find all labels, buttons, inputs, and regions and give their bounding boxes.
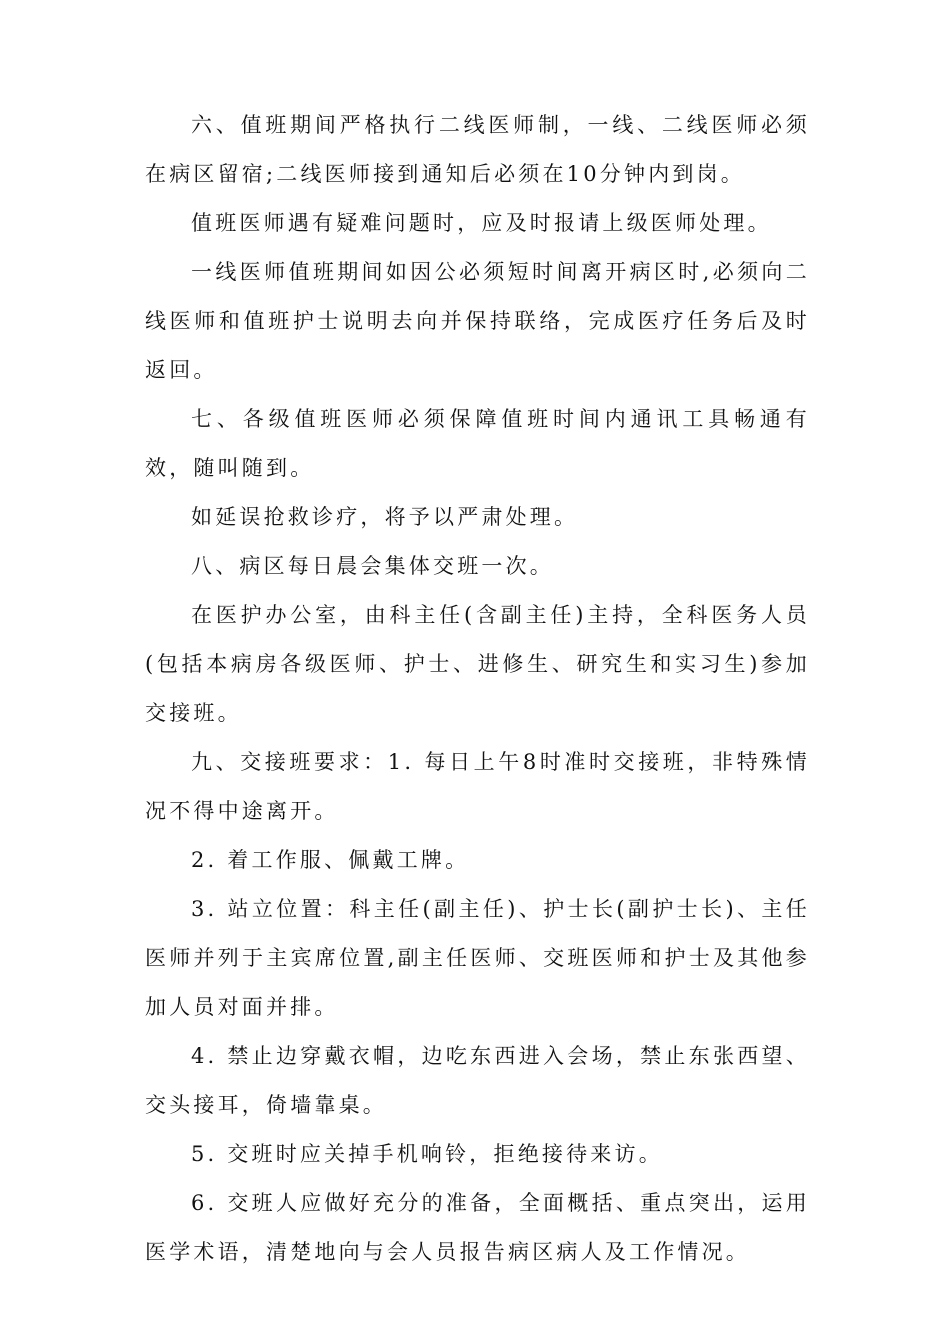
paragraph-duty-rule-8: 八、病区每日晨会集体交班一次。: [191, 554, 554, 578]
paragraph-requirement-2: 2. 着工作服、佩戴工牌。: [191, 848, 470, 872]
paragraph-handover-location: 在医护办公室，由科主任(含副主任)主持，全科医务人员(包括本病房各级医师、护士、进修生、研究生和实习生)参加交接班。: [145, 603, 810, 725]
paragraph-requirement-6: 6. 交班人应做好充分的准备，全面概括、重点突出，运用医学术语，清楚地向与会人员报告病区病人及工作情况。: [145, 1191, 810, 1264]
paragraph-delay-penalty: 如延误抢救诊疗，将予以严肃处理。: [191, 505, 579, 529]
paragraph-duty-rule-6: 六、值班期间严格执行二线医师制，一线、二线医师必须在病区留宿;二线医师接到通知后必须在10分钟内到岗。: [145, 113, 810, 186]
paragraph-requirement-4: 4. 禁止边穿戴衣帽，边吃东西进入会场，禁止东张西望、交头接耳，倚墙靠桌。: [145, 1044, 810, 1117]
paragraph-leave-ward: 一线医师值班期间如因公必须短时间离开病区时,必须向二线医师和值班护士说明去向并保持联络，完成医疗任务后及时返回。: [145, 260, 810, 382]
paragraph-requirement-3: 3. 站立位置：科主任(副主任)、护士长(副护士长)、主任医师并列于主宾席位置,副主任医师、交班医师和护士及其他参加人员对面并排。: [145, 897, 810, 1019]
paragraph-duty-rule-7: 七、各级值班医师必须保障值班时间内通讯工具畅通有效，随叫随到。: [145, 407, 810, 480]
document-body: [145, 101, 810, 1277]
paragraph-duty-rule-9: 九、交接班要求：1. 每日上午8时准时交接班，非特殊情况不得中途离开。: [145, 750, 810, 823]
paragraph-requirement-5: 5. 交班时应关掉手机响铃，拒绝接待来访。: [191, 1142, 663, 1166]
paragraph-report-superior: 值班医师遇有疑难问题时，应及时报请上级医师处理。: [191, 211, 772, 235]
